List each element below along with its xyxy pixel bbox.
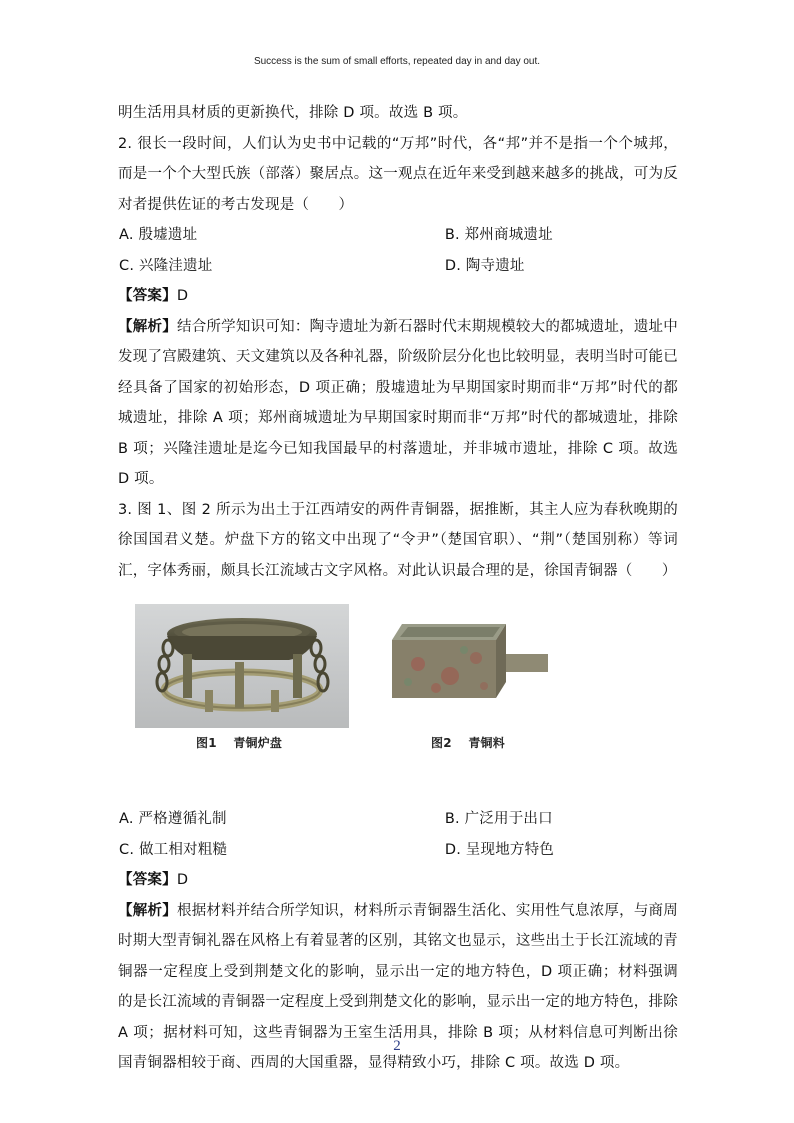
- q2-answer-label: 【答案】: [118, 288, 177, 304]
- q3-answer-value: D: [176, 872, 189, 888]
- question-3-stem: 3. 图 1、图 2 所示为出土于江西靖安的两件青铜器，据推断，其主人应为春秋晚期的徐国国君义楚。炉盘下方的铭文中出现了“令尹”（楚国官职）、“荆”（楚国别称）等词汇，字体秀丽，颇具长江流域古文字风格。对此认识最合理的是，徐国青铜器（ ）: [118, 501, 678, 579]
- question-2-answer: [118, 281, 678, 312]
- figure-1-caption: 图1 青铜炉盘: [196, 736, 283, 750]
- page-number: 2: [393, 1038, 401, 1054]
- question-2-stem: 2. 很长一段时间，人们认为史书中记载的“万邦”时代，各“邦”并不是指一个个城邦，而是一个个大型氏族（部落）聚居点。这一观点在近年来受到越来越多的挑战，可为反对者提供佐证的考古发现是（ ）: [118, 135, 678, 213]
- question-3-options-row-2: [118, 835, 678, 866]
- q3-option-d: D. 呈现地方特色: [444, 841, 555, 858]
- q2-option-c: C. 兴隆洼遗址: [119, 257, 213, 274]
- bronze-brazier-photo: [135, 604, 349, 728]
- q3-analysis-label: 【解析】: [118, 902, 177, 919]
- question-2-analysis: [118, 312, 678, 495]
- question-2-options-row-2: [118, 251, 678, 282]
- page-header-motto: Success is the sum of small efforts, repeated day in and day out.: [253, 56, 541, 67]
- question-3-options-row-1: [118, 804, 678, 835]
- bronze-container-photo: [388, 616, 558, 708]
- document-body: [118, 98, 678, 1079]
- q3-option-b: B. 广泛用于出口: [444, 811, 553, 827]
- carryover-paragraph: 明生活用具材质的更新换代，排除 D 项。故选 B 项。: [118, 105, 468, 121]
- question-3-figures: [118, 594, 678, 804]
- question-2-options-row-1: [118, 220, 678, 251]
- q3-option-c: C. 做工相对粗糙: [119, 841, 228, 858]
- q2-option-d: D. 陶寺遗址: [444, 257, 525, 274]
- q2-answer-value: D: [176, 288, 189, 304]
- q2-analysis-label: 【解析】: [118, 318, 177, 335]
- q3-analysis-text: 根据材料并结合所学知识，材料所示青铜器生活化、实用性气息浓厚，与商周时期大型青铜礼器在风格上有着显著的区别，其铭文也显示，这些出土于长江流域的青铜器一定程度上受到荆楚文化的影响，显示出一定的地方特色，D 项正确；材料强调的是长江流域的青铜器一定程度上受到荆楚文化的影响，显示出一定的地方特色，排除 A 项；据材料可知，这些青铜器为王室生活用具，排除 B 项；从材料信息可判断出徐国青铜器相较于商、西周的大国重器，显得精致小巧，排除 C 项。故选 D 项。: [118, 902, 678, 1071]
- question-3-answer: [118, 865, 678, 896]
- q2-option-b: B. 郑州商城遗址: [444, 227, 553, 243]
- q3-option-a: A. 严格遵循礼制: [119, 811, 227, 827]
- figure-2-caption: 图2 青铜料: [431, 736, 505, 750]
- q3-answer-label: 【答案】: [118, 872, 177, 888]
- q2-analysis-text: 结合所学知识可知：陶寺遗址为新石器时代末期规模较大的都城遗址，遗址中发现了宫殿建筑、天文建筑以及各种礼器，阶级阶层分化也比较明显，表明当时可能已经具备了国家的初始形态，D 项正确；殷墟遗址为早期国家时期而非“万邦”时代的都城遗址，排除 A 项；郑州商城遗址为早期国家时期而非“万邦”时代的都城遗址，排除 B 项；兴隆洼遗址是迄今已知我国最早的村落遗址，并非城市遗址，排除 C 项。故选 D 项。: [118, 318, 678, 487]
- q2-option-a: A. 殷墟遗址: [119, 227, 198, 243]
